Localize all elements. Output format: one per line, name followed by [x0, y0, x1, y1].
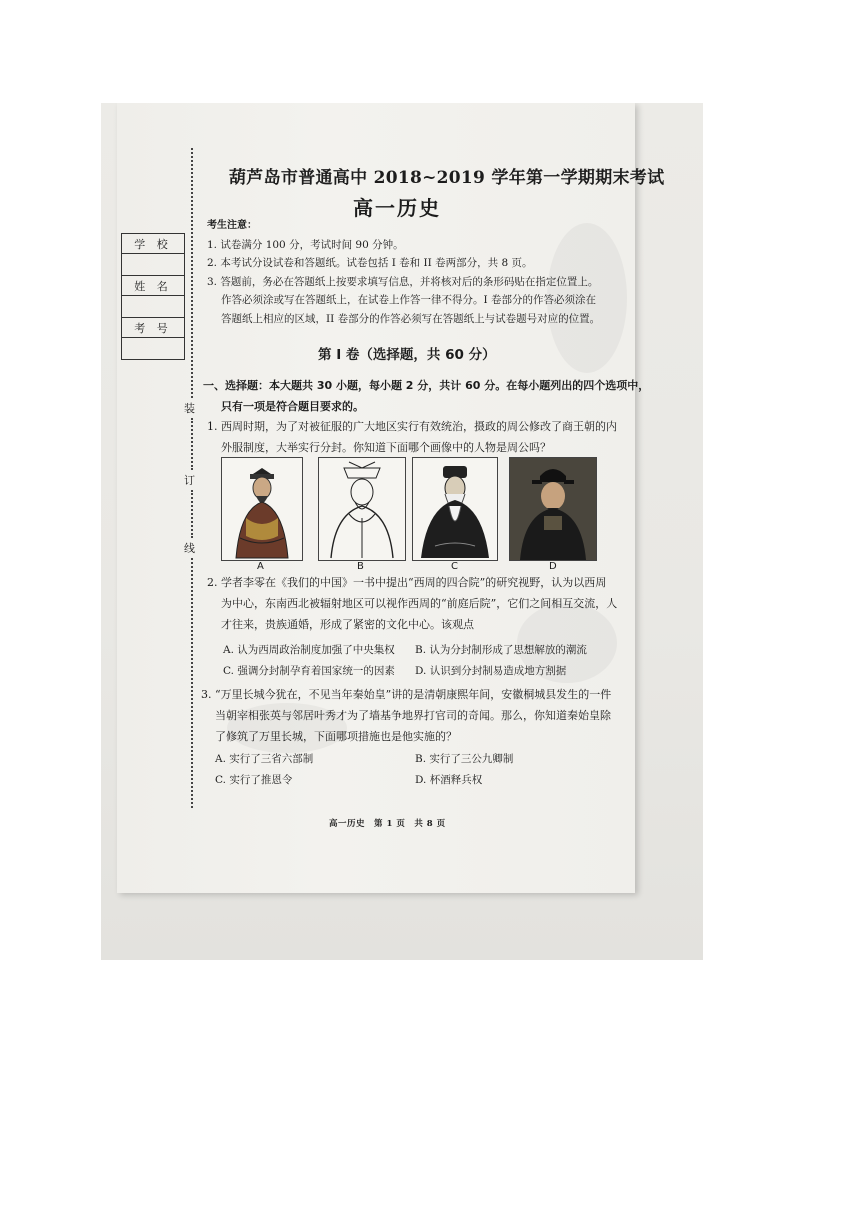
page-footer: 高一历史 第 1 页 共 8 页	[329, 819, 446, 829]
part1-title: 第 I 卷（选择题，共 60 分）	[318, 347, 496, 363]
exam-subject: 高一历史	[353, 196, 441, 220]
portrait-b-label: B	[357, 561, 364, 572]
instruction-prefix: 一、选择题：	[203, 379, 269, 392]
portrait-a-label: A	[257, 561, 264, 572]
note-item: 1. 试卷满分 100 分，考试时间 90 分钟。	[207, 238, 404, 251]
instruction-text: 本大题共 30 小题，每小题 2 分，共计 60 分。在每小题列出的四个选项中，	[269, 379, 650, 392]
question-3-line: 了修筑了万里长城，下面哪项措施也是他实施的？	[215, 730, 457, 743]
instruction-text-line2: 只有一项是符合题目要求的。	[221, 400, 364, 413]
question-3	[201, 684, 611, 747]
portrait-d-label: D	[549, 561, 557, 572]
q2-option-b: B. 认为分封制形成了思想解放的潮流	[415, 644, 587, 656]
question-2-line: 为中心，东南西北被辐射地区可以视作西周的“前庭后院”，它们之间相互交流，人	[221, 597, 618, 610]
portrait-d-image	[509, 457, 597, 561]
exam-number-label: 考 号	[122, 318, 185, 338]
name-label: 姓 名	[122, 276, 185, 296]
candidate-notes	[207, 217, 600, 328]
exam-title: 葫芦岛市普通高中 2018~2019 学年第一学期期末考试	[229, 168, 665, 188]
portrait-a-image	[221, 457, 303, 561]
question-1-line: 1. 西周时期，为了对被征服的广大地区实行有效统治，摄政的周公修改了商王朝的内	[207, 420, 617, 433]
notes-heading: 考生注意：	[207, 220, 257, 231]
school-field[interactable]	[122, 254, 185, 276]
note-item: 2. 本考试分设试卷和答题纸。试卷包括 I 卷和 II 卷两部分，共 8 页。	[207, 257, 533, 269]
note-item: 3. 答题前，务必在答题纸上按要求填写信息，并将核对后的条形码贴在指定位置上。	[207, 275, 599, 288]
binding-char-ding: 订	[184, 474, 195, 487]
question-2	[207, 572, 617, 635]
scanned-exam-sheet	[101, 103, 703, 960]
q3-option-b: B. 实行了三公九卿制	[415, 753, 514, 765]
binding-char-xian: 线	[184, 542, 195, 555]
question-1	[207, 416, 617, 458]
portrait-c-image	[412, 457, 498, 561]
exam-number-field[interactable]	[122, 338, 185, 360]
q2-option-d: D. 认识到分封制易造成地方割据	[415, 665, 567, 677]
part1-instructions	[203, 375, 649, 417]
exam-page	[117, 103, 665, 893]
note-item: 答题纸上相应的区域，II 卷部分的作答必须写在答题纸上与试卷题号对应的位置。	[221, 312, 601, 325]
question-2-line: 2. 学者李零在《我们的中国》一书中提出“西周的四合院”的研究视野，认为以西周	[207, 576, 607, 589]
question-1-line: 外服制度，大举实行分封。你知道下面哪个画像中的人物是周公吗？	[221, 441, 551, 454]
q3-option-d: D. 杯酒释兵权	[415, 774, 483, 786]
note-item: 作答必须涂或写在答题纸上，在试卷上作答一律不得分。I 卷部分的作答必须涂在	[221, 294, 596, 306]
question-3-line: 当朝宰相张英与邻居叶秀才为了墙基争地界打官司的奇闻。那么，你知道秦始皇除	[215, 709, 611, 722]
question-3-line: 3. “万里长城今犹在，不见当年秦始皇”讲的是清朝康熙年间，安徽桐城县发生的一件	[201, 688, 612, 701]
q2-option-c: C. 强调分封制孕育着国家统一的因素	[223, 665, 395, 677]
portrait-c-label: C	[451, 561, 458, 572]
q3-option-c: C. 实行了推恩令	[215, 774, 293, 786]
student-info-table	[121, 233, 185, 360]
portrait-b-image	[318, 457, 406, 561]
question-2-line: 才往来，贵族通婚，形成了紧密的文化中心。该观点	[221, 618, 474, 631]
name-field[interactable]	[122, 296, 185, 318]
q2-option-a: A. 认为西周政治制度加强了中央集权	[223, 644, 395, 656]
q3-option-a: A. 实行了三省六部制	[215, 753, 314, 765]
school-label: 学 校	[122, 234, 185, 254]
binding-char-zhuang: 装	[184, 402, 195, 415]
